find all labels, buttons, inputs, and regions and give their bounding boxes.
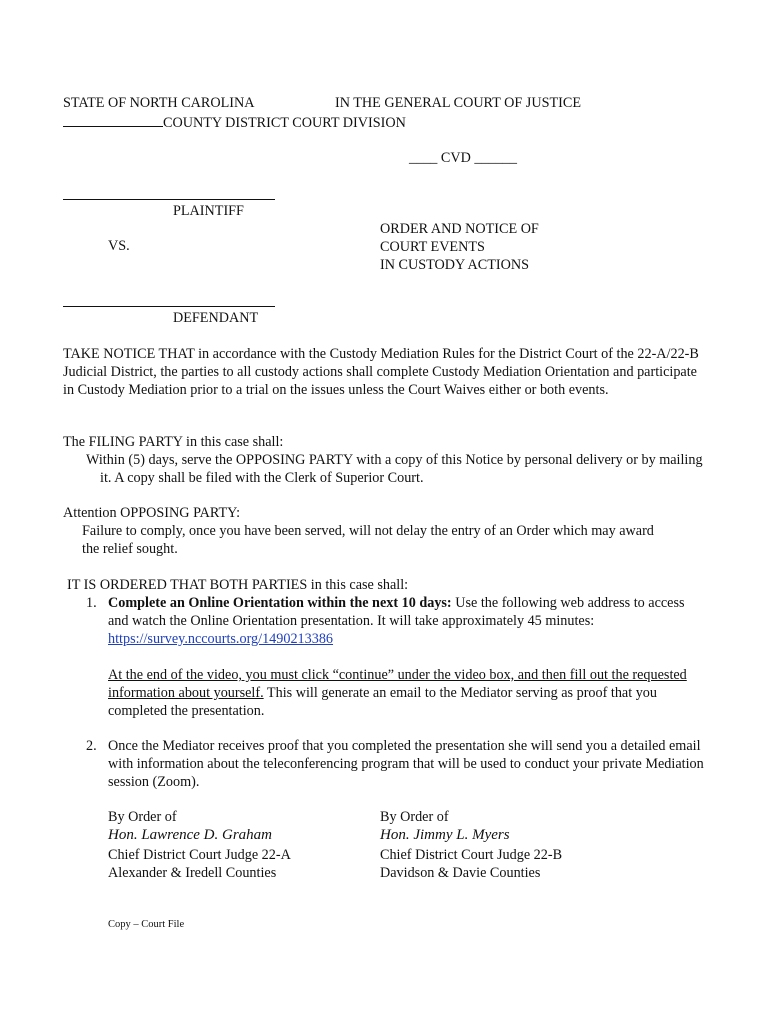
right-by-order: By Order of bbox=[380, 809, 449, 825]
order-item-1-continued bbox=[108, 666, 713, 720]
filing-party-instructions bbox=[86, 451, 706, 487]
take-notice-paragraph: TAKE NOTICE THAT in accordance with the Custody Mediation Rules for the District Court of the 22-A/22-B Judicial District, the parties to all custody actions shall complete Custody Mediation Orientation and participate in Custody Mediation prior to a trial on the issues unless the Court Waives either or both events. bbox=[63, 346, 699, 398]
doc-title-line3: IN CUSTODY ACTIONS bbox=[380, 257, 529, 273]
doc-title-line1: ORDER AND NOTICE OF bbox=[380, 221, 539, 237]
item1-after-text: This will generate an email to the Mediator serving as proof that you completed the presentation. bbox=[108, 685, 657, 719]
opposing-party-heading: Attention OPPOSING PARTY: bbox=[63, 505, 241, 521]
order-item-1 bbox=[108, 594, 708, 648]
order-item-2: Once the Mediator receives proof that you completed the presentation she will send you a detailed email with information about the teleconferencing program that will be used to conduct your private Mediation session (Zoom). bbox=[108, 738, 704, 790]
county-label: COUNTY DISTRICT COURT DIVISION bbox=[163, 115, 406, 131]
filing-party-heading: The FILING PARTY in this case shall: bbox=[63, 434, 284, 450]
orientation-link[interactable]: https://survey.nccourts.org/1490213386 bbox=[108, 631, 334, 647]
item1-number: 1. bbox=[86, 595, 97, 611]
order-heading: IT IS ORDERED THAT BOTH PARTIES in this case shall: bbox=[67, 577, 409, 593]
item1-bold-text: Complete an Online Orientation within the next 10 days: bbox=[108, 595, 452, 611]
right-judge-title: Chief District Court Judge 22-B bbox=[380, 847, 563, 863]
court-label: IN THE GENERAL COURT OF JUSTICE bbox=[335, 95, 581, 111]
item1-underlined-text: At the end of the video, you must click “continue” under the video box, and then fill out the requested information about yourself. bbox=[108, 667, 687, 701]
left-by-order: By Order of bbox=[108, 809, 177, 825]
right-judge-counties: Davidson & Davie Counties bbox=[380, 865, 541, 881]
copy-footer: Copy – Court File bbox=[108, 919, 185, 930]
plaintiff-signature-line bbox=[63, 199, 275, 200]
item2-number: 2. bbox=[86, 738, 97, 754]
file-number: ____ CVD ______ bbox=[409, 150, 517, 166]
plaintiff-label: PLAINTIFF bbox=[173, 203, 244, 219]
county-line bbox=[63, 112, 406, 132]
opposing-party-text: Failure to comply, once you have been served, will not delay the entry of an Order which may award the relief sought. bbox=[82, 523, 654, 557]
opposing-party-instructions bbox=[82, 522, 662, 558]
defendant-label: DEFENDANT bbox=[173, 310, 259, 326]
state-label: STATE OF NORTH CAROLINA bbox=[63, 95, 255, 111]
left-judge-name: Hon. Lawrence D. Graham bbox=[108, 827, 273, 843]
left-judge-title: Chief District Court Judge 22-A bbox=[108, 847, 291, 863]
filing-party-text: Within (5) days, serve the OPPOSING PARTY with a copy of this Notice by personal delivery or by mailing it. A copy shall be filed with the Clerk of Superior Court. bbox=[86, 452, 703, 486]
versus-label: VS. bbox=[108, 238, 130, 254]
left-judge-counties: Alexander & Iredell Counties bbox=[108, 865, 277, 881]
doc-title-line2: COURT EVENTS bbox=[380, 239, 485, 255]
county-blank bbox=[63, 112, 163, 127]
defendant-signature-line bbox=[63, 306, 275, 307]
right-judge-name: Hon. Jimmy L. Myers bbox=[380, 827, 510, 843]
item1-text: Use the following web address to access and watch the Online Orientation presentation. It will take approximately 45 minutes: bbox=[108, 595, 685, 629]
